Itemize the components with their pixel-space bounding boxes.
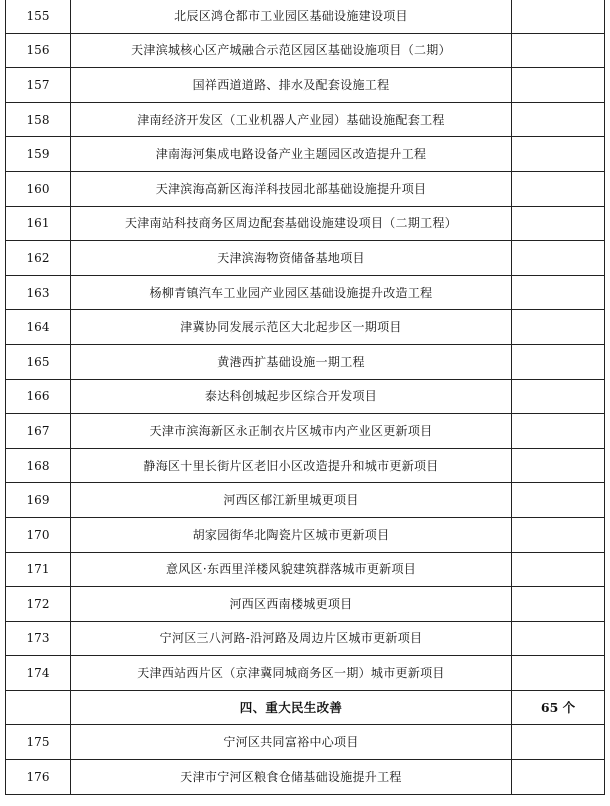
project-name-cell: 天津滨海高新区海洋科技园北部基础设施提升项目 [71,171,512,206]
row-number-cell: 159 [6,137,71,172]
project-name-cell: 天津市滨海新区永正制衣片区城市内产业区更新项目 [71,414,512,449]
row-number-cell: 165 [6,344,71,379]
table-row [6,379,605,414]
section-count-cell: 65 个 [512,690,605,725]
row-number-cell: 169 [6,483,71,518]
section-header-row [6,690,605,725]
remark-cell [512,275,605,310]
row-number-cell: 167 [6,414,71,449]
row-number-cell: 175 [6,725,71,760]
remark-cell [512,621,605,656]
row-number-cell: 166 [6,379,71,414]
row-number-cell: 164 [6,310,71,345]
project-name-cell: 津冀协同发展示范区大北起步区一期项目 [71,310,512,345]
project-name-cell: 津南经济开发区（工业机器人产业园）基础设施配套工程 [71,102,512,137]
project-name-cell: 天津滨城核心区产城融合示范区园区基础设施项目（二期） [71,33,512,68]
table-row [6,68,605,103]
remark-cell [512,310,605,345]
remark-cell [512,517,605,552]
row-number-cell: 176 [6,760,71,795]
table-row [6,517,605,552]
table-row [6,344,605,379]
project-name-cell: 北辰区鸿仓都市工业园区基础设施建设项目 [71,0,512,33]
row-number-cell: 155 [6,0,71,33]
row-number-cell: 172 [6,587,71,622]
table-row [6,0,605,33]
table-row [6,137,605,172]
remark-cell [512,414,605,449]
table-row [6,448,605,483]
table-row [6,656,605,691]
remark-cell [512,760,605,795]
row-number-cell: 174 [6,656,71,691]
project-name-cell: 宁河区三八河路-沿河路及周边片区城市更新项目 [71,621,512,656]
table-row [6,275,605,310]
table-row [6,414,605,449]
project-name-cell: 杨柳青镇汽车工业园产业园区基础设施提升改造工程 [71,275,512,310]
remark-cell [512,725,605,760]
project-name-cell: 天津南站科技商务区周边配套基础设施建设项目（二期工程） [71,206,512,241]
project-name-cell: 天津市宁河区粮食仓储基础设施提升工程 [71,760,512,795]
table-row [6,725,605,760]
remark-cell [512,379,605,414]
table-row [6,552,605,587]
row-number-cell: 161 [6,206,71,241]
project-name-cell: 静海区十里长街片区老旧小区改造提升和城市更新项目 [71,448,512,483]
remark-cell [512,137,605,172]
remark-cell [512,587,605,622]
row-number-cell: 170 [6,517,71,552]
project-name-cell: 意风区·东西里洋楼风貌建筑群落城市更新项目 [71,552,512,587]
table-row [6,587,605,622]
remark-cell [512,102,605,137]
row-number-cell: 157 [6,68,71,103]
project-name-cell: 天津西站西片区（京津冀同城商务区一期）城市更新项目 [71,656,512,691]
project-name-cell: 河西区郁江新里城更项目 [71,483,512,518]
project-name-cell: 泰达科创城起步区综合开发项目 [71,379,512,414]
table-row [6,33,605,68]
remark-cell [512,552,605,587]
row-number-cell: 173 [6,621,71,656]
section-title-cell: 四、重大民生改善 [71,690,512,725]
remark-cell [512,241,605,276]
row-number-cell: 160 [6,171,71,206]
table-row [6,310,605,345]
remark-cell [512,0,605,33]
row-number-cell: 156 [6,33,71,68]
table-row [6,241,605,276]
table-row [6,760,605,795]
row-number-cell [6,690,71,725]
table-row [6,102,605,137]
project-name-cell: 津南海河集成电路设备产业主题园区改造提升工程 [71,137,512,172]
project-name-cell: 胡家园街华北陶瓷片区城市更新项目 [71,517,512,552]
table-row [6,621,605,656]
project-name-cell: 天津滨海物资储备基地项目 [71,241,512,276]
project-name-cell: 河西区西南楼城更项目 [71,587,512,622]
project-table [5,0,605,795]
row-number-cell: 163 [6,275,71,310]
remark-cell [512,483,605,518]
remark-cell [512,68,605,103]
project-name-cell: 宁河区共同富裕中心项目 [71,725,512,760]
remark-cell [512,448,605,483]
remark-cell [512,206,605,241]
table-row [6,171,605,206]
remark-cell [512,171,605,206]
row-number-cell: 171 [6,552,71,587]
table-row [6,206,605,241]
row-number-cell: 168 [6,448,71,483]
row-number-cell: 162 [6,241,71,276]
remark-cell [512,33,605,68]
project-name-cell: 黄港西扩基础设施一期工程 [71,344,512,379]
table-row [6,483,605,518]
remark-cell [512,656,605,691]
project-name-cell: 国祥西道道路、排水及配套设施工程 [71,68,512,103]
project-table-body [6,0,605,794]
row-number-cell: 158 [6,102,71,137]
remark-cell [512,344,605,379]
